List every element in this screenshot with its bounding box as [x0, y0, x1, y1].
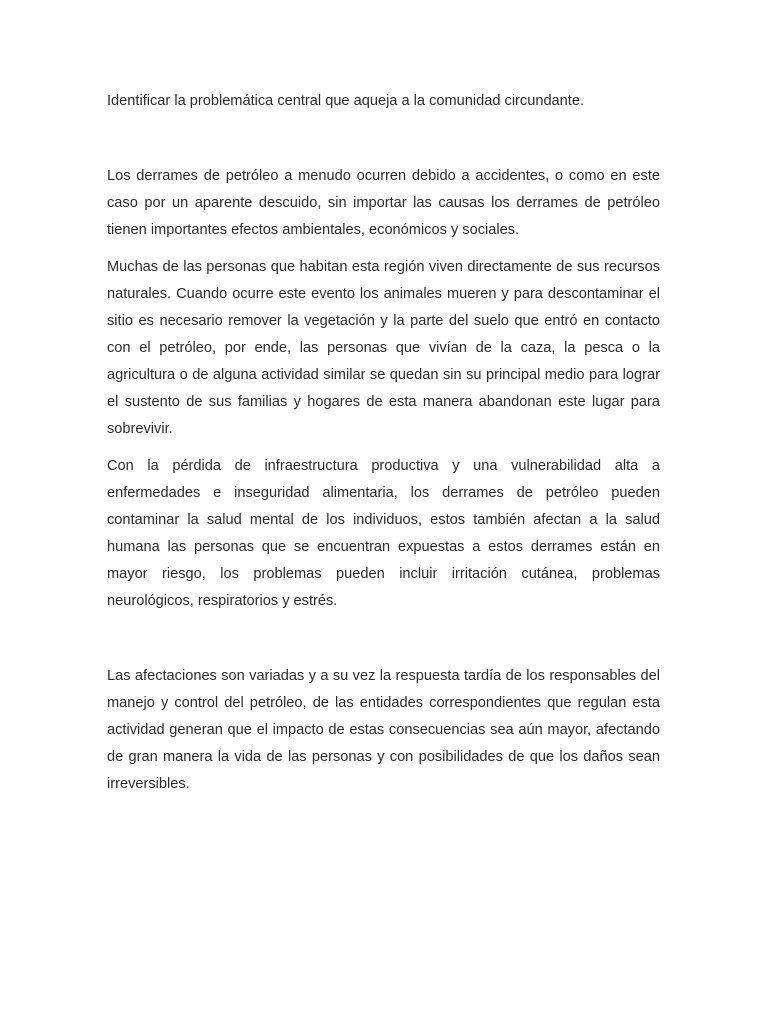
document-body: [107, 90, 660, 798]
document-heading: Identificar la problemática central que aqueja a la comunidad circundante.: [107, 93, 585, 109]
paragraph-oil-spills-causes: Los derrames de petróleo a menudo ocurren debido a accidentes, o como en este caso por un aparente descuido, sin importar las causas los derrames de petróleo tienen importantes efectos ambientales, económicos y sociales.: [107, 168, 660, 238]
paragraph-late-response: Las afectaciones son variadas y a su vez la respuesta tardía de los responsables del manejo y control del petróleo, de las entidades correspondientes que regulan esta actividad generan que el impacto de estas consecuencias sea aún mayor, afectando de gran manera la vida de las personas y con posibilidades de que los daños sean irreversibles.: [107, 668, 660, 792]
paragraph-health-effects: Con la pérdida de infraestructura productiva y una vulnerabilidad alta a enfermedades e inseguridad alimentaria, los derrames de petróleo pueden contaminar la salud mental de los individuos, estos también afectan a la salud humana las personas que se encuentran expuestas a estos derrames están en mayor riesgo, los problemas pueden incluir irritación cutánea, problemas neurológicos, respiratorios y estrés.: [107, 458, 660, 609]
paragraph-natural-resources: Muchas de las personas que habitan esta región viven directamente de sus recursos naturales. Cuando ocurre este evento los animales mueren y para descontaminar el sitio es necesario remover la vegetación y la parte del suelo que entró en contacto con el petróleo, por ende, las personas que vivían de la caza, la pesca o la agricultura o de alguna actividad similar se quedan sin su principal medio para lograr el sustento de sus familias y hogares de esta manera abandonan este lugar para sobrevivir.: [107, 259, 660, 437]
